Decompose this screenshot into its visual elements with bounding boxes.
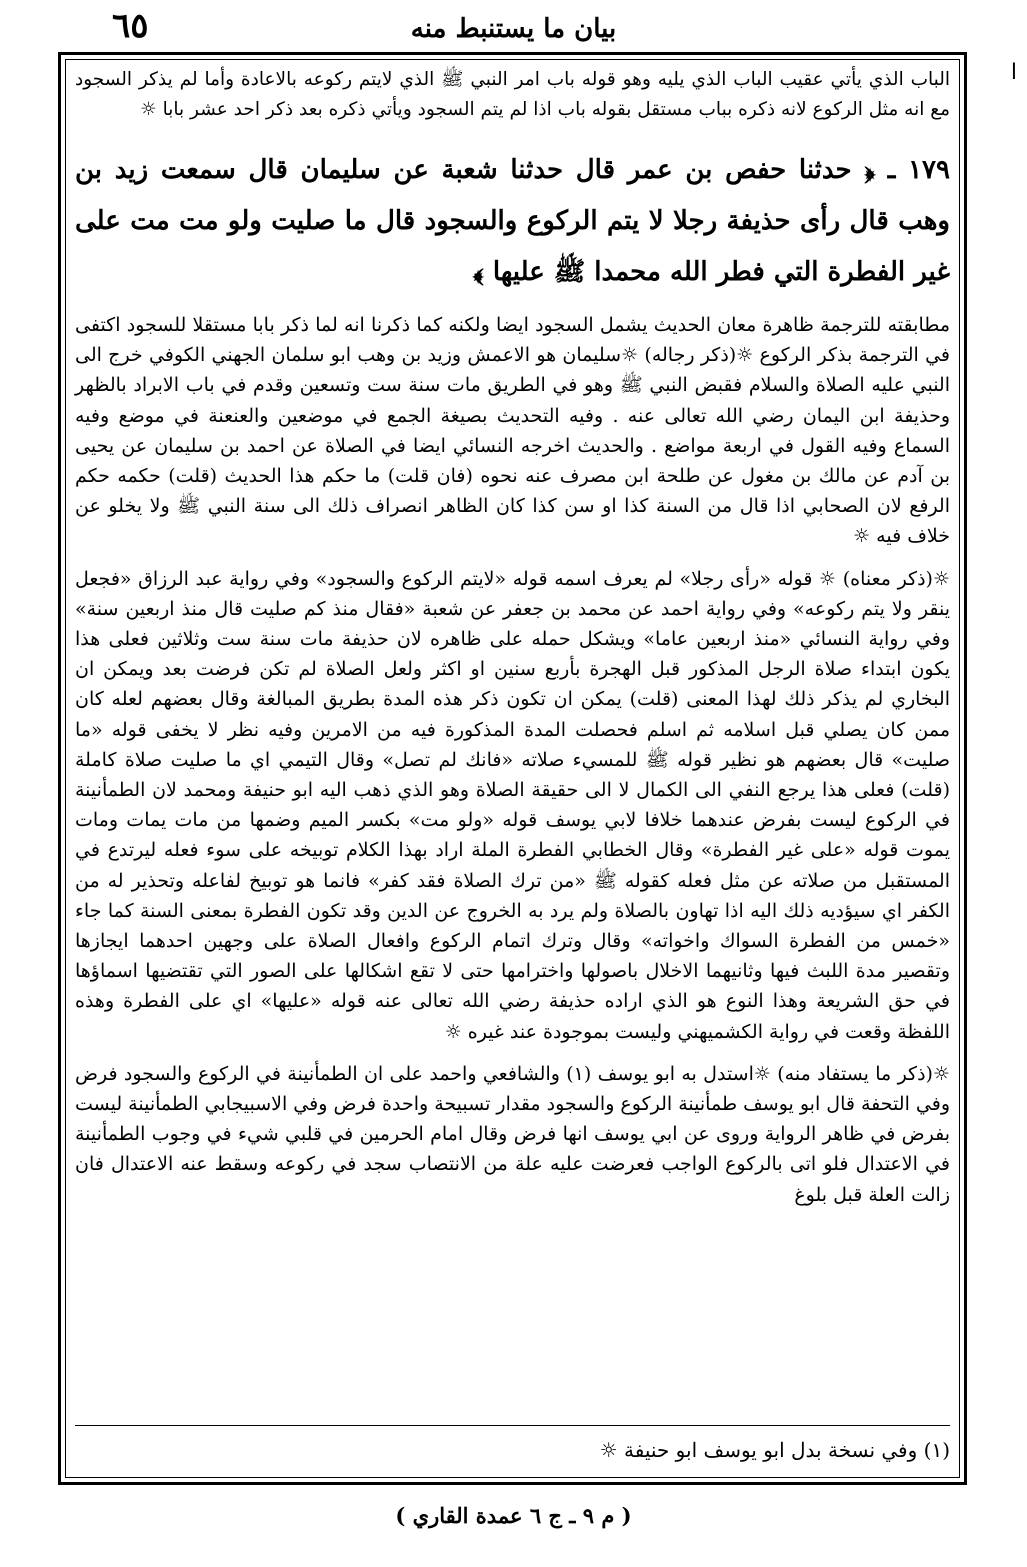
page-number: ٦٥ [112, 6, 149, 46]
commentary-paragraph: ☼(ذكر ما يستفاد منه) ☼استدل به ابو يوسف (١) والشافعي واحمد على ان الطمأنينة في الركوع والسجود فرض وفي التحفة قال ابو يوسف طمأنينة الركوع والسجود مقدار تسبيحة واحدة فرض وفي الاسبيجابي الطمأنينة ليست بفرض في ظاهر الرواية وروى عن ابي يوسف انها فرض وقال امام الحرمين في قلبي شيء في وجوب الطمأنينة في الاعتدال فلو اتى بالركوع الواجب فعرضت عليه علة من الانتصاب سجد في ركوعه وسقط عنه الاعتدال فان زالت العلة قبل بلوغ [75, 1062, 950, 1206]
running-title: بيان ما يستنبط منه [410, 14, 617, 44]
text-frame [58, 52, 967, 1485]
main-text [75, 65, 950, 1210]
hadith-text: ١٧٩ ـ ﴿ حدثنا حفص بن عمر قال حدثنا شعبة عن سليمان قال سمعت زيد بن وهب قال رأى حذيفة رجلا لا يتم الركوع والسجود قال ما صليت ولو مت مت على غير الفطرة التي فطر الله محمدا ﷺ عليها ﴾ [75, 155, 950, 287]
commentary-paragraph: مطابقته للترجمة ظاهرة معان الحديث يشمل السجود ايضا ولكنه كما ذكرنا انه لما ذكر بابا مستقلا للسجود اكتفى في الترجمة بذكر الركوع ☼(ذكر رجاله) ☼سليمان هو الاعمش وزيد بن وهب ابو سلمان الجهني الكوفي خرج الى النبي عليه الصلاة والسلام فقبض النبي ﷺ وهو في الطريق مات سنة ست وتسعين وقدم في باب الابراد بالظهر وحذيفة ابن اليمان رضي الله تعالى عنه . وفيه التحديث بصيغة الجمع في موضعين والعنعنة في موضع وفيه السماع وفيه القول في اربعة مواضع . والحديث اخرجه النسائي ايضا في الصلاة عن احمد بن سليمان عن يحيى بن آدم عن مالك بن مغول عن طلحة ابن مصرف عنه نحوه (فان قلت) ما حكم هذا الحديث (قلت) حكمه حكم الرفع لان الصحابي اذا قال من السنة كذا او سن كذا كان الظاهر انصراف ذلك الى سنة النبي ﷺ ولا يخلو عن خلاف فيه ☼ [75, 314, 950, 548]
intro-paragraph: الباب الذي يأتي عقيب الباب الذي يليه وهو قوله باب امر النبي ﷺ الذي لايتم ركوعه بالاعادة وأما لم يذكر السجود مع انه مثل الركوع لانه ذكره بباب مستقل بقوله باب اذا لم يتم السجود ويأتي ذكره بعد ذكر احد عشر بابا ☼ [75, 69, 950, 120]
corner-mark: ا [1010, 60, 1017, 85]
footnote: (١) وفي نسخة بدل ابو يوسف ابو حنيفة ☼ [75, 1425, 950, 1462]
page-footer: ( م ٩ ـ ج ٦ عمدة القاري ) [395, 1503, 632, 1528]
commentary-paragraph: ☼(ذكر معناه) ☼ قوله «رأى رجلا» لم يعرف اسمه قوله «لايتم الركوع والسجود» وفي رواية عبد الرزاق «فجعل ينقر ولا يتم ركوعه» وفي رواية احمد عن محمد بن جعفر عن شعبة «فقال منذ كم صليت قال منذ اربعين سنة» وفي رواية النسائي «منذ اربعين عاما» ويشكل حمله على ظاهره لان حذيفة مات سنة ست وثلاثين فعلى هذا يكون ابتداء صلاة الرجل المذكور قبل الهجرة بأربع سنين او اكثر ولعل الصلاة لم تكن فرضت بعد ويمكن ان البخاري لم يذكر ذلك لهذا المعنى (قلت) يمكن ان تكون ذكر هذه المدة بطريق المبالغة وقال بعضهم لعله كان ممن كان يصلي قبل اسلامه ثم اسلم فحصلت المدة المذكورة فيه من الامرين وفيه نظر لا يخفى قوله «ما صليت» قال بعضهم هو نظير قوله ﷺ للمسيء صلاته «فانك لم تصل» وقال التيمي اي ما صليت صلاة كاملة (قلت) فعلى هذا يرجع النفي الى الكمال لا الى حقيقة الصلاة وهو الذي ذهب اليه ابو حنيفة ومحمد لان الطمأنينة في الركوع ليست بفرض عندهما خلافا لابي يوسف قوله «ولو مت» بكسر الميم وضمها من مات يمات ومات يموت قوله «على غير الفطرة» وقال الخطابي الفطرة الملة اراد بهذا الكلام توبيخه على سوء فعله ليرتدع في المستقبل من صلاته عن مثل فعله كقوله ﷺ «من ترك الصلاة فقد كفر» فانما هو توبيخ لفاعله وتحذير له من الكفر اي سيؤديه ذلك اليه اذا تهاون بالصلاة ولم يرد به الخروج عن الدين وقد تكون الفطرة بمعنى السنة كما جاء «خمس من الفطرة السواك واخواته» وقال وترك اتمام الركوع وافعال الصلاة على وجهين احدهما ايجازها وتقصير مدة اللبث فيها وثانيهما الاخلال باصولها واخترامها حتى لا تقع اشكالها على الصور التي تقتضيها اسماؤها في حق الشريعة وهذا النوع هو الذي اراده حذيفة رضي الله تعالى عنه قوله «عليها» اي على الفطرة وهذه اللفظة وقعت في رواية الكشميهني وليست بموجودة عند غيره ☼ [75, 567, 950, 1043]
page-header [0, 0, 1027, 52]
